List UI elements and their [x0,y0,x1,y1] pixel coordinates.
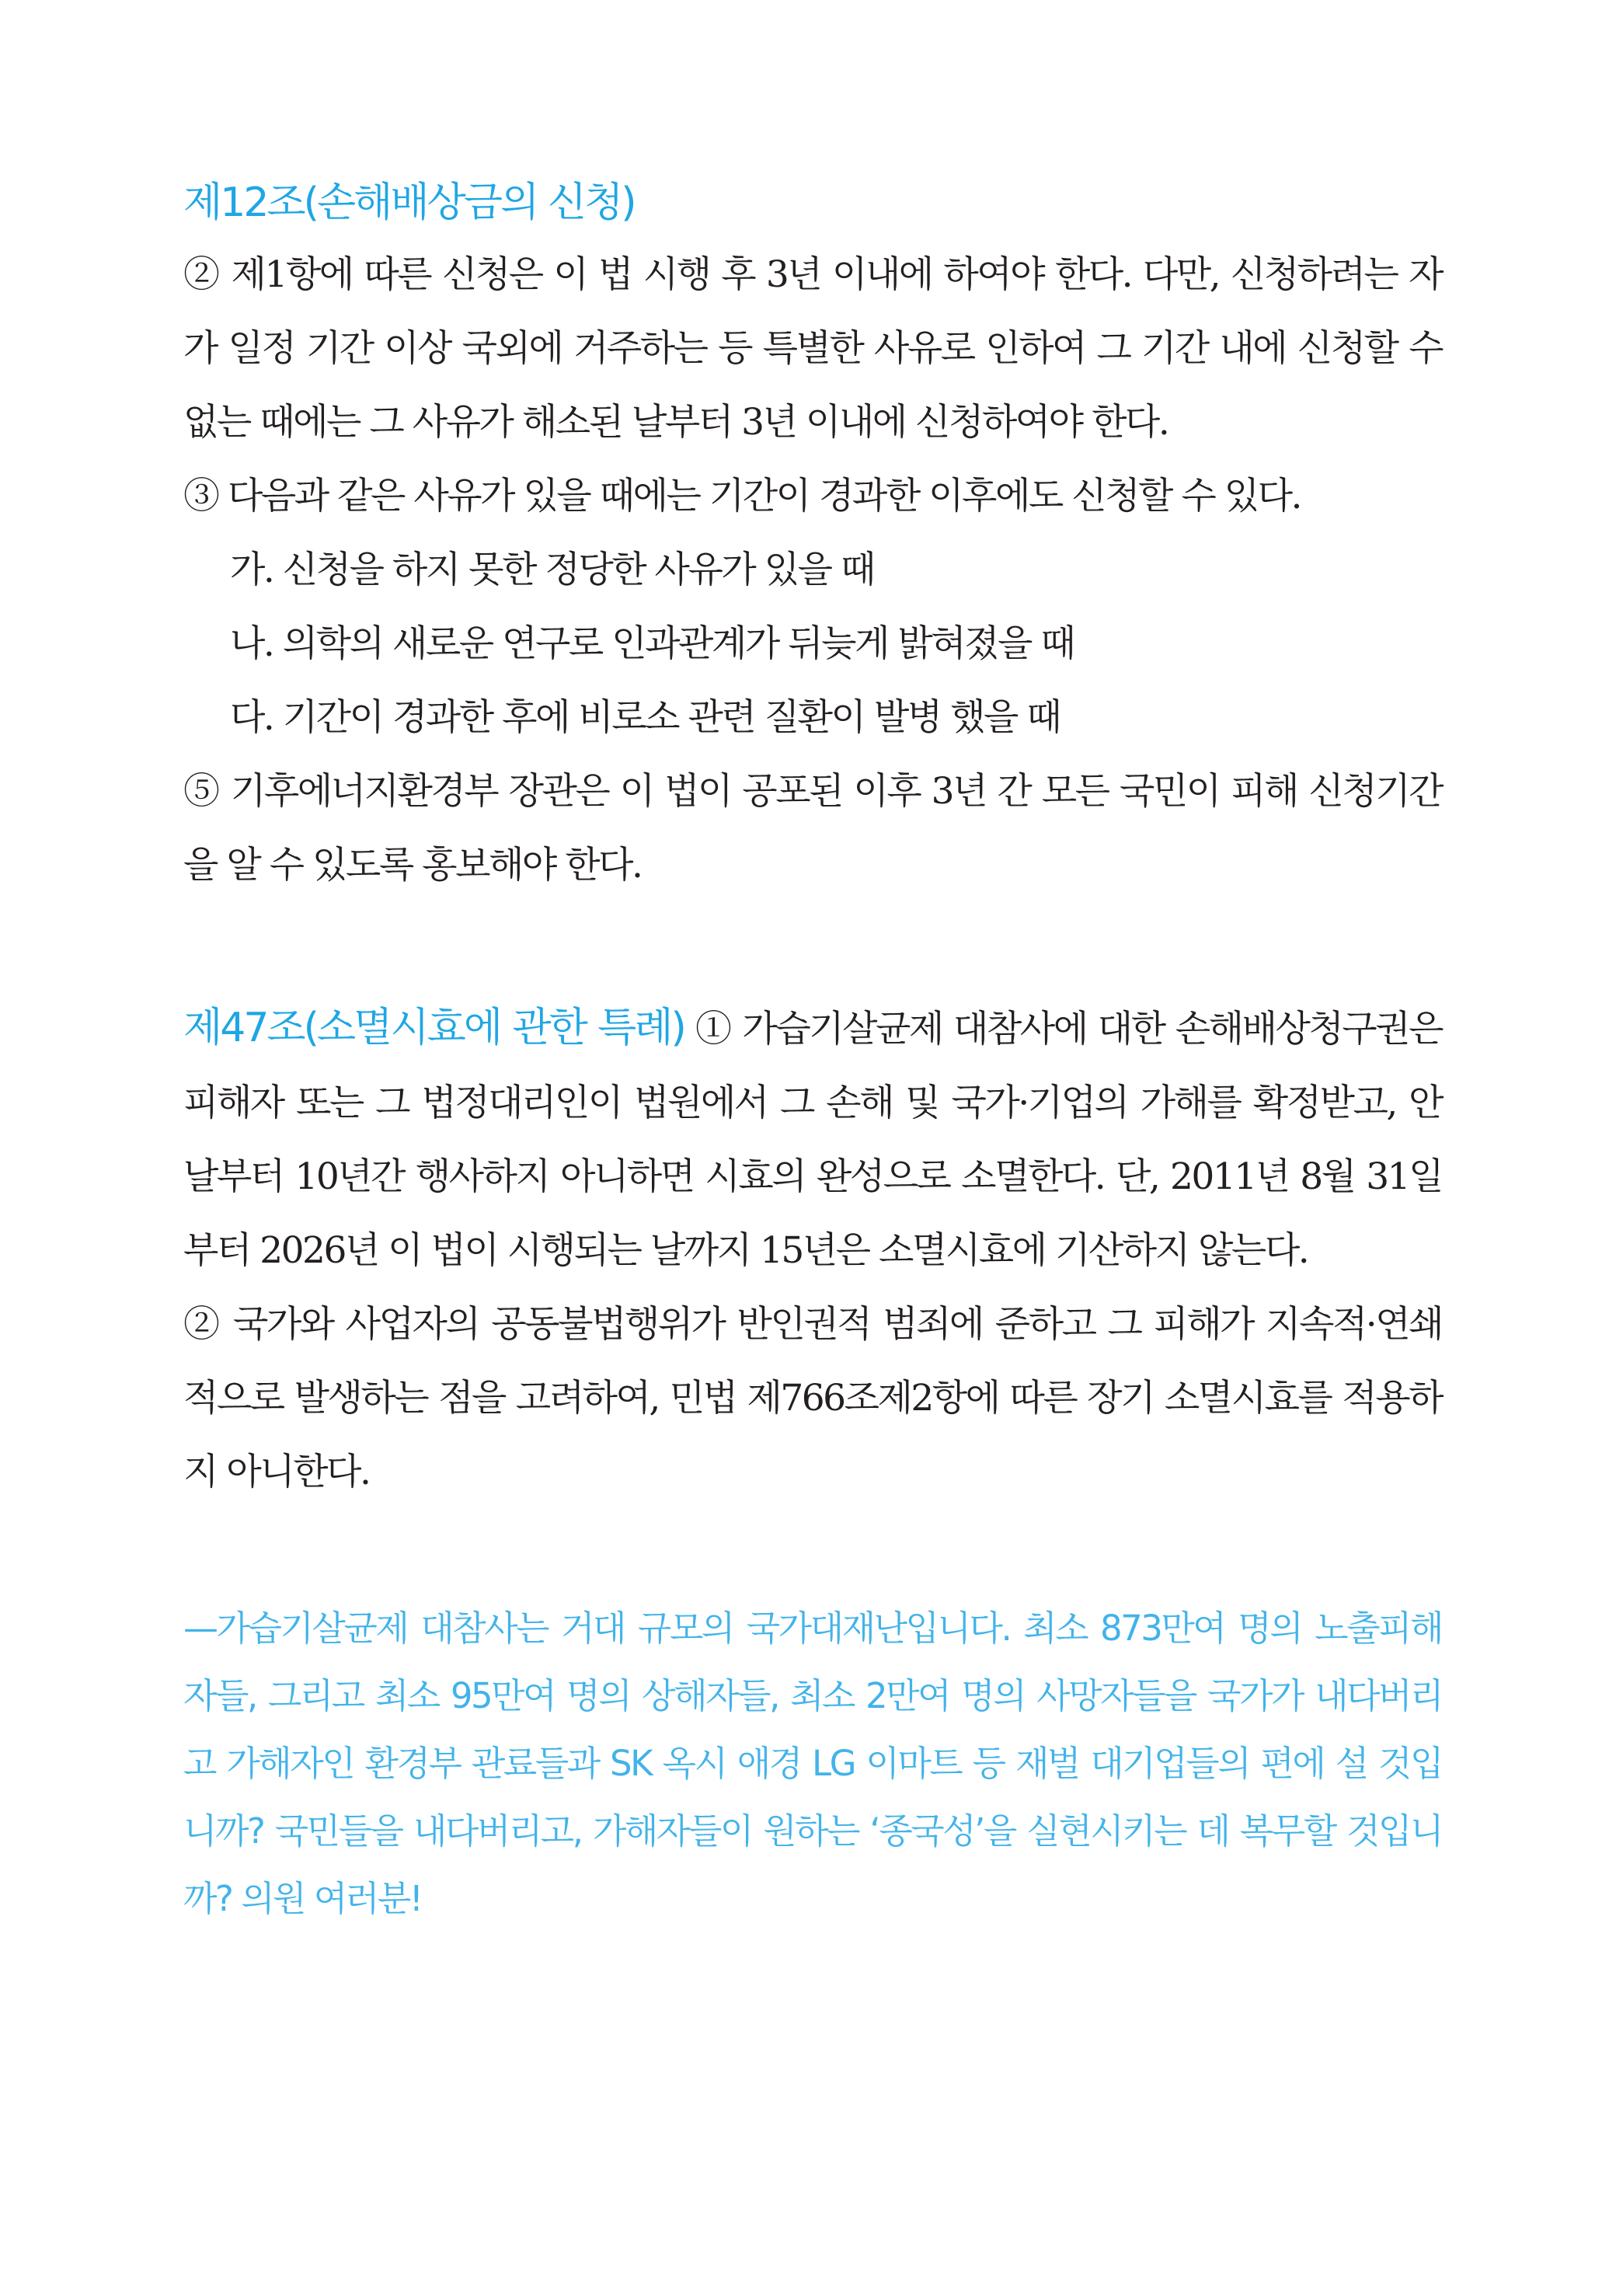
article-12-paragraph-5: ⑤ 기후에너지환경부 장관은 이 법이 공포된 이후 3년 간 모든 국민이 피해 신청기간을 알 수 있도록 홍보해야 한다. [183,770,1442,887]
article-47-paragraph-2: ② 국가와 사업자의 공동불법행위가 반인권적 범죄에 준하고 그 피해가 지속적·연쇄적으로 발생하는 점을 고려하여, 민법 제766조제2항에 따른 장기 소멸시효를 적용하지 아니한다. [183,1303,1442,1493]
article-12-paragraph-3: ③ 다음과 같은 사유가 있을 때에는 기간이 경과한 이후에도 신청할 수 있다. [183,475,1301,517]
article-47-paragraph-1 [183,991,1442,1287]
section-spacer [183,902,1442,991]
article-12-item-na: 나. 의학의 새로운 연구로 인과관계가 뒤늦게 밝혀졌을 때 [230,622,1074,665]
article-12-item-ga: 가. 신청을 하지 못한 정당한 사유가 있을 때 [230,549,874,591]
article-47-section [183,991,1442,1509]
article-12-item-da: 다. 기간이 경과한 후에 비로소 관련 질환이 발병 했을 때 [230,696,1060,739]
section-spacer [183,1509,1442,1594]
article-12-paragraph-2: ② 제1항에 따른 신청은 이 법 시행 후 3년 이내에 하여야 한다. 다만, 신청하려는 자가 일정 기간 이상 국외에 거주하는 등 특별한 사유로 인하여 그 기간 내에 신청할 수 없는 때에는 그 사유가 해소된 날부터 3년 이내에 신청하여야 한다. [183,253,1442,444]
document-content [183,168,1442,1932]
article-12-heading: 제12조(손해배상금의 신청) [183,179,635,226]
article-12-section [183,168,1442,902]
appeal-text: —가습기살균제 대참사는 거대 규모의 국가대재난입니다. 최소 873만여 명의 노출피해자들, 그리고 최소 95만여 명의 상해자들, 최소 2만여 명의 사망자들을 국가가 내다버리고 가해자인 환경부 관료들과 SK 옥시 애경 LG 이마트 등 재벌 대기업들의 편에 설 것입니까? 국민들을 내다버리고, 가해자들이 원하는 ‘종국성’을 실현시키는 데 복무할 것입니까? 의원 여러분! [183,1608,1442,1919]
appeal-section [183,1594,1442,1932]
article-47-heading: 제47조(소멸시효에 관한 특례) [183,1005,684,1051]
article-47-paragraph-1-text: ① 가습기살균제 대참사에 대한 손해배상청구권은 피해자 또는 그 법정대리인이 법원에서 그 손해 및 국가·기업의 가해를 확정받고, 안 날부터 10년간 행사하지 아니하면 시효의 완성으로 소멸한다. 단, 2011년 8월 31일부터 2026년 이 법이 시행되는 날까지 15년은 소멸시효에 기산하지 않는다. [183,1008,1442,1272]
